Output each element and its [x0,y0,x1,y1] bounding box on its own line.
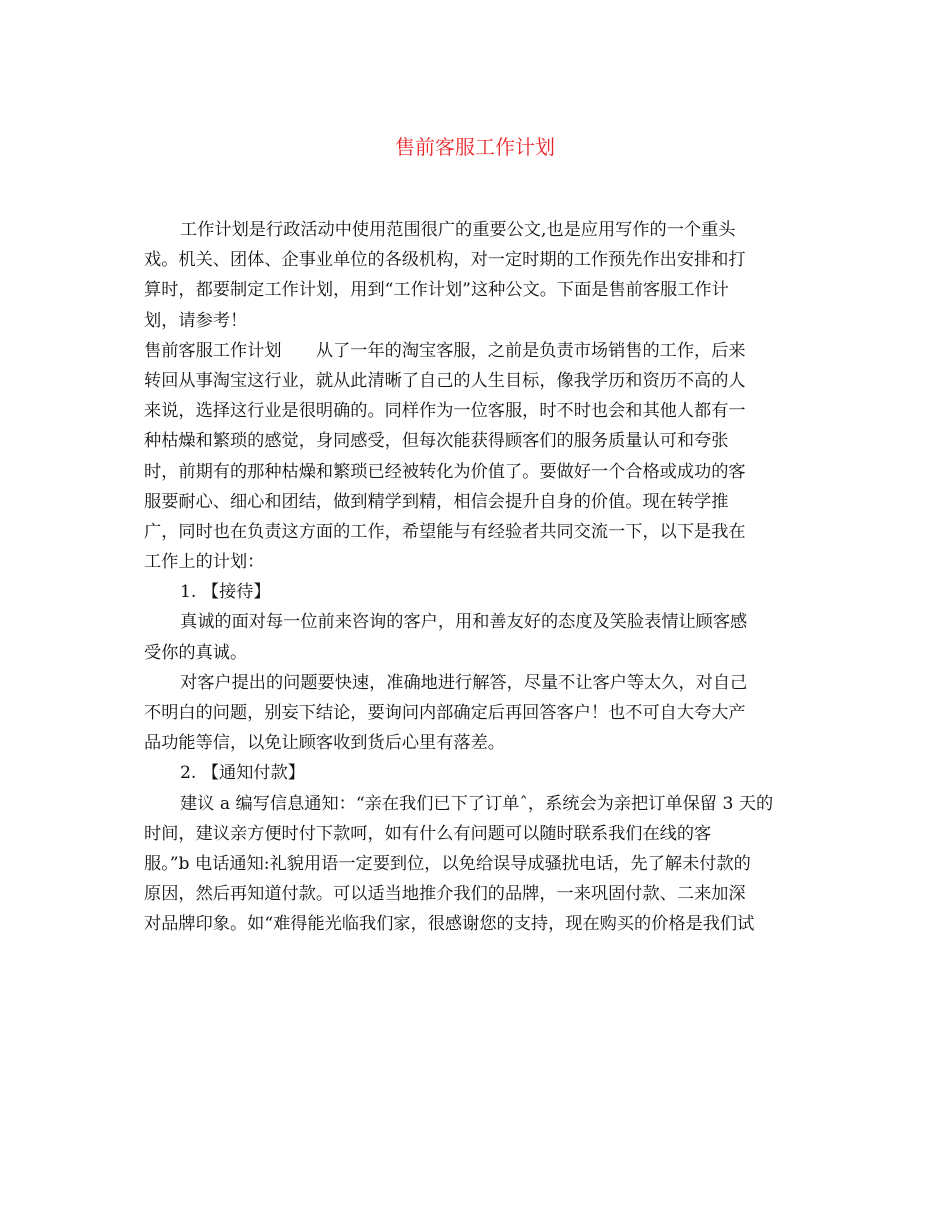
body-line: 种枯燥和繁琐的感觉，身同感受，但每次能获得顾客们的服务质量认可和夸张 [144,431,729,452]
body-line: 对品牌印象。如“难得能光临我们家，很感谢您的支持，现在购买的价格是我们试 [144,914,755,935]
body-line: 服要耐心、细心和团结，做到精学到精，相信会提升自身的价值。现在转学推 [144,491,729,512]
body-line: 工作计划是行政活动中使用范围很广的重要公文,也是应用写作的一个重头 [180,220,736,240]
body-line: 算时，都要制定工作计划，用到“工作计划”这种公文。下面是售前客服工作计 [144,280,729,301]
document-title: 售前客服工作计划 [395,135,555,159]
body-line: 划，请参考！ [144,310,248,331]
body-line: 售前客服工作计划 从了一年的淘宝客服，之前是负责市场销售的工作，后来 [144,340,746,361]
body-line: 真诚的面对每一位前来咨询的客户，用和善友好的态度及笑脸表情让顾客感 [180,612,748,633]
body-line: 广，同时也在负责这方面的工作，希望能与有经验者共同交流一下，以下是我在 [144,521,746,542]
body-line: 对客户提出的问题要快速，准确地进行解答，尽量不让客户等太久，对自己 [180,672,748,693]
body-line: 时间，建议亲方便时付下款呵，如有什么有问题可以随时联系我们在线的客 [144,823,712,844]
body-line: 建议 a 编写信息通知：“亲在我们已下了订单ˆ，系统会为亲把订单保留 3 天的 [180,793,774,814]
body-line: 不明白的问题，别妄下结论，要询问内部确定后再回答客户！也不可自大夸大产 [144,703,746,723]
body-line: 来说，选择这行业是很明确的。同样作为一位客服，时不时也会和其他人都有一 [144,401,746,422]
document-body [144,215,808,940]
body-line: 服。”b 电话通知:礼貌用语一定要到位，以免给误导成骚扰电话，先了解未付款的 [144,853,751,874]
body-line: 品功能等信，以免让顾客收到货后心里有落差。 [144,733,505,754]
body-line: 原因，然后再知道付款。可以适当地推介我们的品牌，一来巩固付款、二来加深 [144,884,746,905]
body-line: 戏。机关、团体、企事业单位的各级机构，对一定时期的工作预先作出安排和打 [144,250,746,271]
body-line: 转回从事淘宝这行业，就从此清晰了自己的人生目标，像我学历和资历不高的人 [144,370,746,391]
body-line: 工作上的计划： [144,552,265,573]
body-line: 受你的真诚。 [144,642,248,663]
body-line: 时，前期有的那种枯燥和繁琐已经被转化为价值了。要做好一个合格或成功的客 [144,461,746,482]
body-line: 2. 【通知付款】 [180,763,305,784]
body-line: 1. 【接待】 [180,582,271,603]
